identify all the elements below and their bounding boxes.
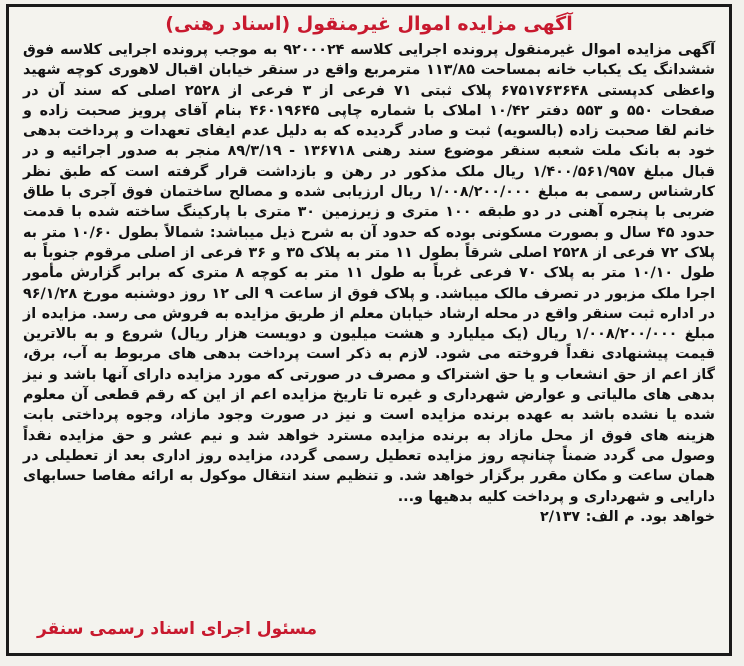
- notice-body: [23, 40, 715, 527]
- notice-body-ending: خواهد بود. م الف: ۲/۱۳۷: [540, 508, 715, 525]
- auction-notice: [6, 4, 732, 656]
- notice-title: آگهی مزایده اموال غیرمنقول (اسناد رهنی): [165, 13, 573, 35]
- notice-body-text: آگهی مزایده اموال غیرمنقول پرونده اجرایی کلاسه ۹۲۰۰۰۲۴ به موجب پرونده اجرایی کلاسه فوق ششدانگ یک یکباب خانه بمساحت ۱۱۳/۸۵ مترمربع واقع در سنقر خیابان اقبال لاهوری کوچه شهید واعظی کدپستی ۶۷۵۱۷۶۳۶۴۸ پلاک ثبتی ۷۱ فرعی از ۳ فرعی از ۲۵۲۸ اصلی که سند آن در صفحات ۵۵۰ و ۵۵۳ دفتر ۱۰/۴۲ املاک با شماره چاپی ۴۶۰۱۹۶۴۵ بنام آقای پرویز صحبت زاده و خانم لقا صحبت زاده (بالسویه) ثبت و صادر گردیده که به دلیل عدم ایفای تعهدات و پرداخت بدهی خود به بانک ملت شعبه سنقر موضوع سند رهنی ۱۳۶۷۱۸ - ۸۹/۳/۱۹ منجر به صدور اجرائیه و در قبال مبلغ ۱/۴۰۰/۵۶۱/۹۵۷ ریال ملک مذکور در رهن و بازداشت قرار گرفته است که طبق نظر کارشناس رسمی به مبلغ ۱/۰۰۸/۲۰۰/۰۰۰ ریال ارزیابی شده و مصالح ساختمان فوق آجری با طاق ضربی با پنجره آهنی در دو طبقه ۱۰۰ متری و زیرزمین ۳۰ متری با پارکینگ ساخته شده با قدمت حدود ۴۵ سال و بصورت مسکونی بوده که حدود آن به شرح ذیل میباشد: شمالاً بطول ۱۰/۶۰ متر به پلاک ۷۲ فرعی از ۲۵۲۸ اصلی شرقاً بطول ۱۱ متر به پلاک ۳۵ و ۳۶ فرعی از اصلی مرقوم جنوباً به طول ۱۰/۱۰ متر به پلاک ۷۰ فرعی غرباً به طول ۱۱ متر به کوچه ۸ متری که برابر گزارش مأمور اجرا ملک مزبور در تصرف مالک میباشد. و پلاک فوق از ساعت ۹ الی ۱۲ روز دوشنبه مورخ ۹۶/۱/۲۸ در اداره ثبت سنقر واقع در محله ارشاد خیابان معلم از طریق مزایده به فروش می رسد. مزایده از مبلغ ۱/۰۰۸/۲۰۰/۰۰۰ ریال (یک میلیارد و هشت میلیون و دویست هزار ریال) شروع و به بالاترین قیمت پیشنهادی نقداً فروخته می شود. لازم به ذکر است پرداخت بدهی های مربوط به آب، برق، گاز اعم از حق انشعاب و یا حق اشتراک و مصرف در صورتی که مورد مزایده دارای آنها باشد و نیز بدهی های مالیاتی و عوارض شهرداری و غیره تا تاریخ مزایده اعم از این که رقم قطعی آن معلوم شده یا نشده باشد به عهده برنده مزایده است و نیز در صورت وجود مازاد، وجوه پرداختی بابت هزینه های فوق از محل مازاد به برنده مزایده مسترد خواهد شد و نیم عشر و حق مزایده نقداً وصول می گردد ضمناً چنانچه روز مزایده تعطیل رسمی گردد، مزایده روز اداری بعد از تعطیلی در همان ساعت و مکان مقرر برگزار خواهد شد. و تنظیم سند انتقال موکول به ارائه مفاصا حسابهای دارایی و شهرداری و پرداخت کلیه بدهیها و...: [23, 42, 716, 505]
- issuer-signature: مسئول اجرای اسناد رسمی سنقر: [37, 619, 318, 639]
